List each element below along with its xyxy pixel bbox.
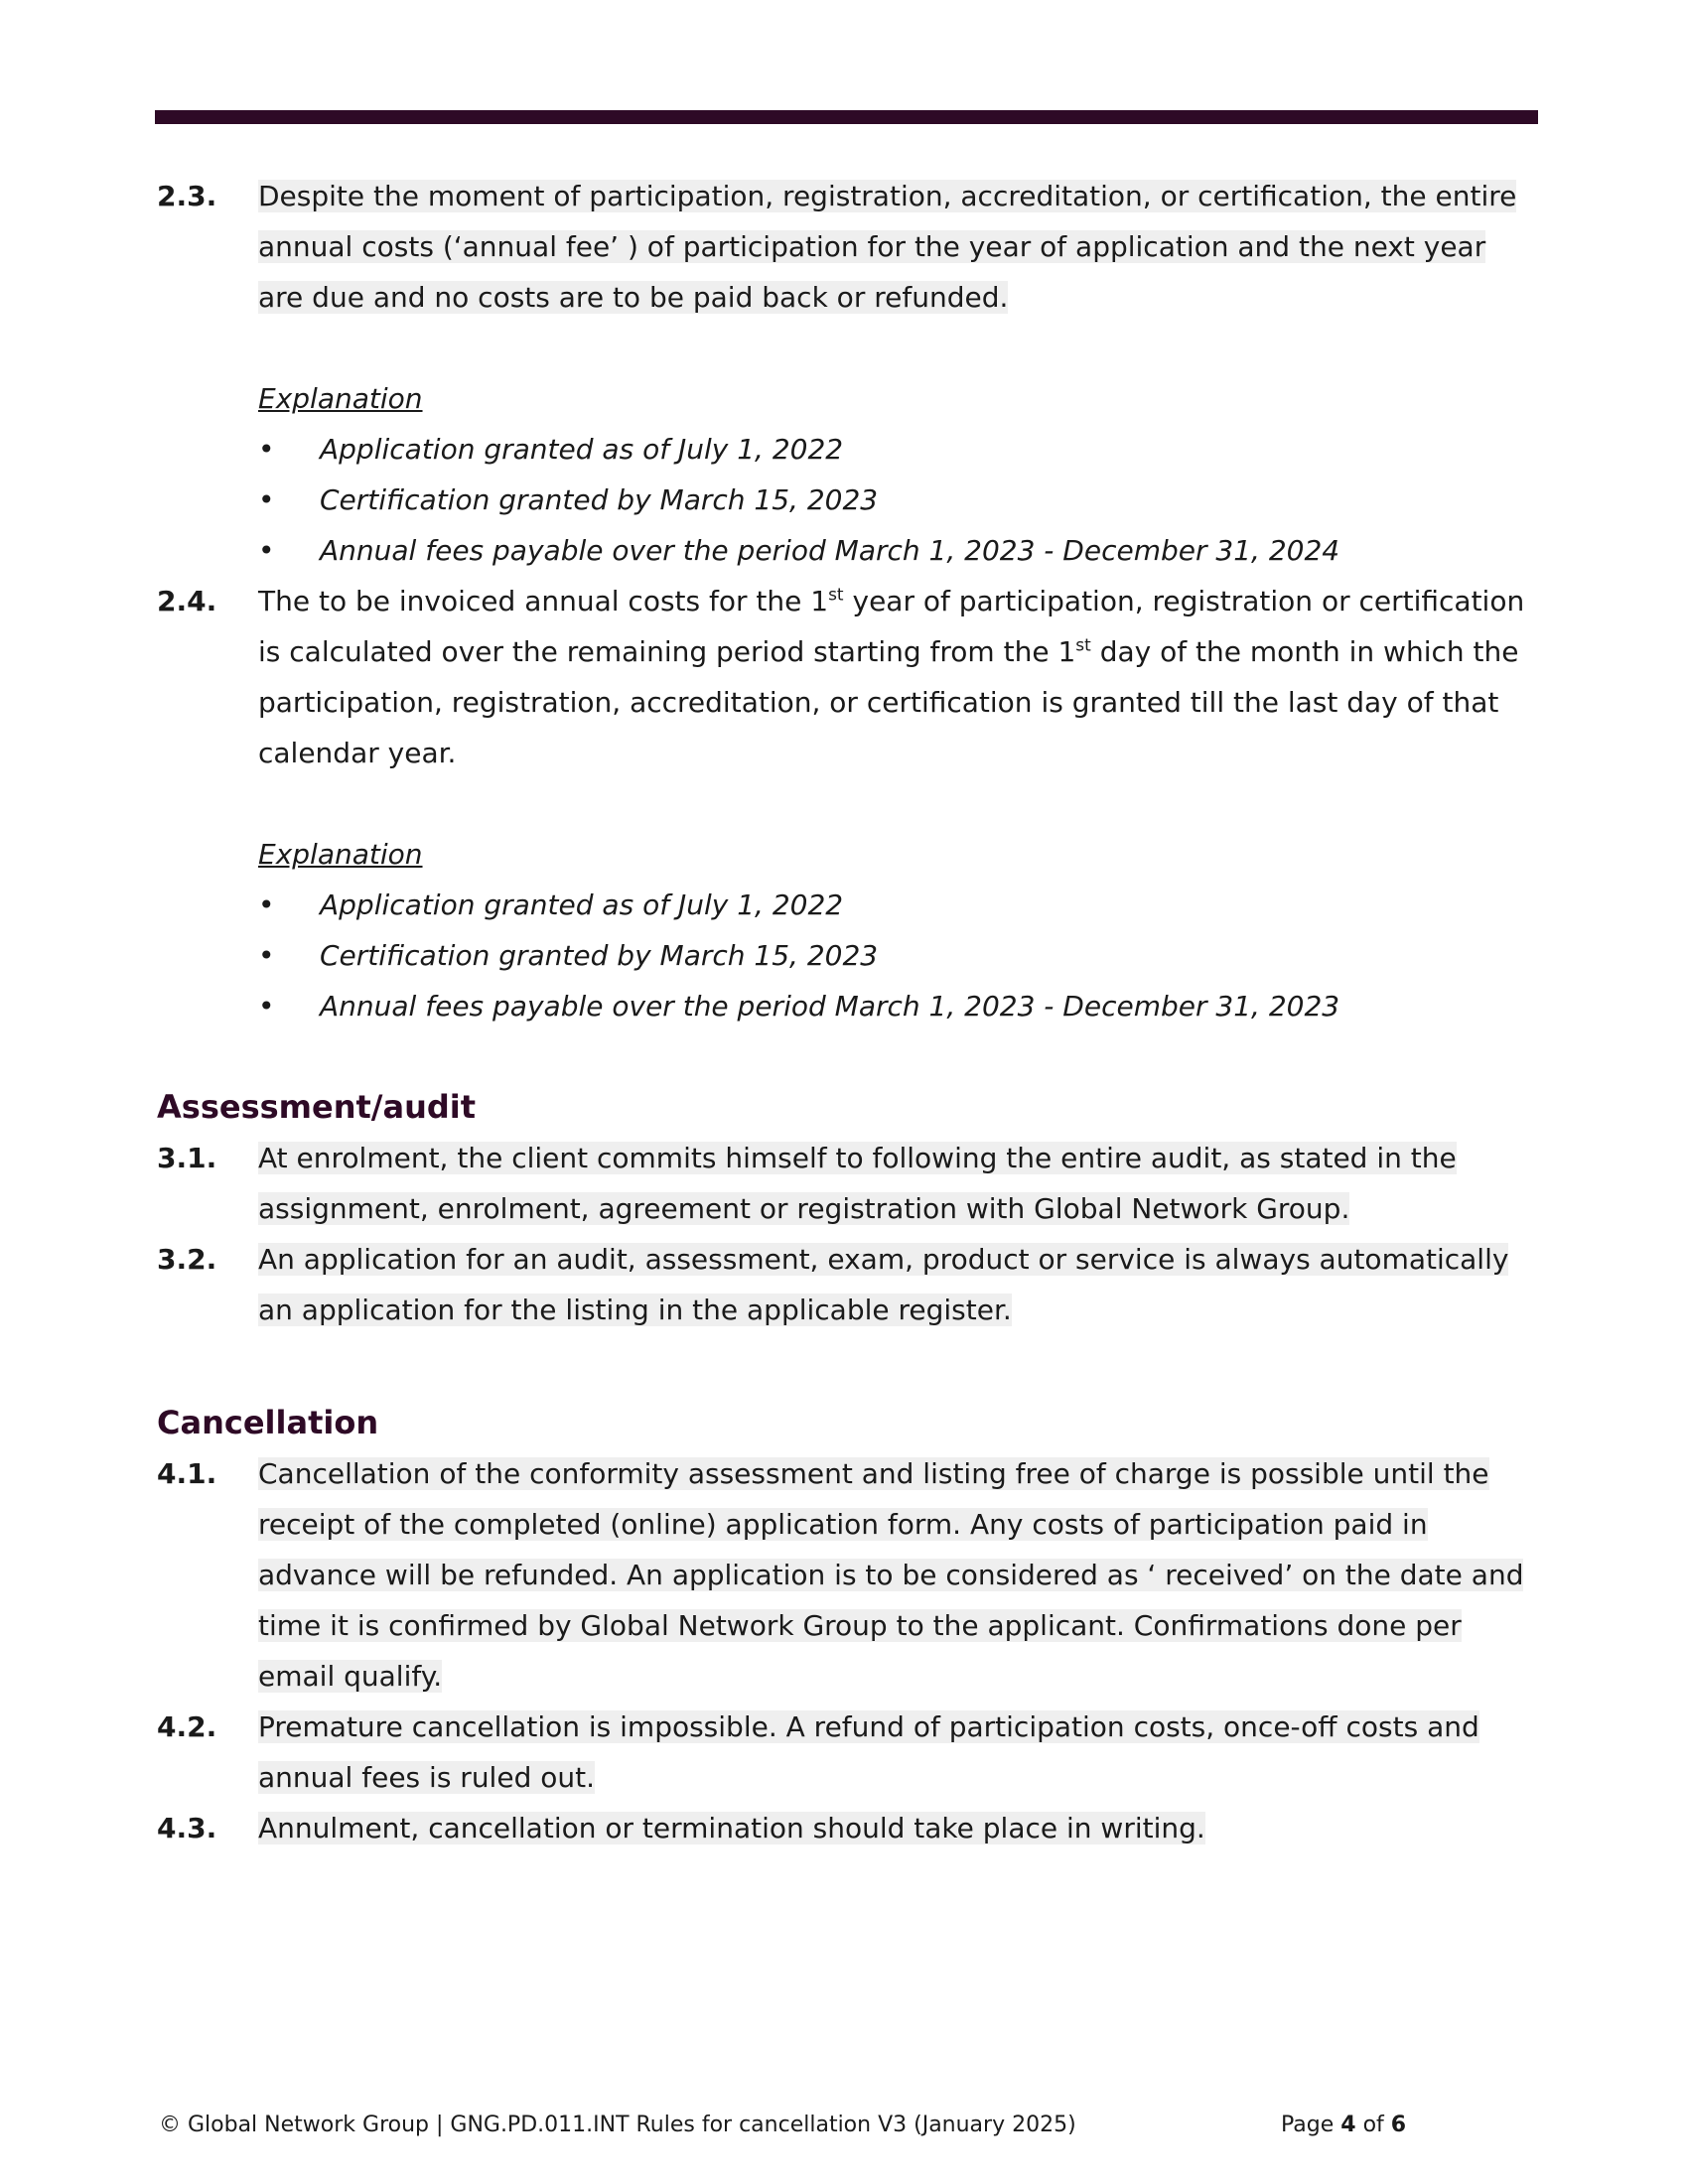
list-item-text: Annual fees payable over the period March 1, 2023 - December 31, 2024 bbox=[320, 534, 1340, 567]
explanation-label: Explanation bbox=[258, 838, 423, 871]
clause-3-2 bbox=[157, 1234, 1537, 1335]
clause-number: 3.1. bbox=[157, 1142, 217, 1174]
clause-text: Cancellation of the conformity assessment and listing free of charge is possible until the receipt of the completed (online) application form. Any costs of participation paid in advance will be refunded. An application is to be considered as ‘ received’ on the date and time it is confirmed by Global Network Group to the applicant. Confirmations done per email qualify. bbox=[258, 1457, 1524, 1693]
list-item bbox=[258, 525, 1537, 576]
explanation-list bbox=[258, 424, 1537, 576]
clause-text-container bbox=[258, 1133, 1537, 1234]
clause-2-4 bbox=[157, 576, 1537, 1031]
clause-4-1 bbox=[157, 1448, 1537, 1702]
page-of-label: of bbox=[1355, 2113, 1391, 2137]
clause-number: 4.1. bbox=[157, 1457, 217, 1490]
clause-4-3 bbox=[157, 1803, 1537, 1853]
explanation-list bbox=[258, 880, 1537, 1031]
explanation-label: Explanation bbox=[258, 382, 423, 415]
header-rule bbox=[155, 110, 1538, 124]
clause-text bbox=[258, 585, 1524, 769]
clause-number: 2.4. bbox=[157, 585, 217, 617]
bullet-icon: • bbox=[258, 534, 275, 567]
clause-2-3 bbox=[157, 171, 1537, 576]
clause-text-part: day of the month in which the participation, registration, accreditation, or certification is granted till the last day of that calendar year. bbox=[258, 635, 1519, 769]
bullet-icon: • bbox=[258, 483, 275, 516]
list-item-text: Application granted as of July 1, 2022 bbox=[320, 433, 844, 466]
clause-number: 3.2. bbox=[157, 1243, 217, 1276]
clause-text-container bbox=[258, 1803, 1537, 1853]
bullet-icon: • bbox=[258, 433, 275, 466]
page-current: 4 bbox=[1340, 2113, 1356, 2137]
clause-number: 2.3. bbox=[157, 180, 217, 212]
clause-text-part: year of participation, registration or certification is calculated over the remaining period starting from the 1 bbox=[258, 585, 1525, 668]
list-item bbox=[258, 424, 1537, 475]
ordinal-suffix: st bbox=[1075, 635, 1091, 656]
document-body bbox=[157, 171, 1537, 1853]
list-item bbox=[258, 981, 1537, 1031]
list-item bbox=[258, 475, 1537, 525]
clause-text-container bbox=[258, 1702, 1537, 1803]
list-item-text: Certification granted by March 15, 2023 bbox=[320, 483, 879, 516]
list-item-text: Application granted as of July 1, 2022 bbox=[320, 888, 844, 921]
clause-text-container bbox=[258, 1234, 1537, 1335]
bullet-icon: • bbox=[258, 990, 275, 1023]
clause-text: An application for an audit, assessment, exam, product or service is always automatically an application for the listing in the applicable register. bbox=[258, 1243, 1509, 1326]
section-heading-cancellation: Cancellation bbox=[157, 1404, 379, 1441]
clause-text: Premature cancellation is impossible. A refund of participation costs, once-off costs and annual fees is ruled out. bbox=[258, 1710, 1479, 1794]
clause-3-1 bbox=[157, 1133, 1537, 1234]
footer-copyright: © Global Network Group | GNG.PD.011.INT Rules for cancellation V3 (January 2025) bbox=[159, 2113, 1076, 2137]
clause-text-container bbox=[258, 576, 1537, 1031]
clause-number: 4.2. bbox=[157, 1710, 217, 1743]
clause-text: Annulment, cancellation or termination should take place in writing. bbox=[258, 1812, 1205, 1844]
page-footer bbox=[159, 2111, 1539, 2140]
clause-text: Despite the moment of participation, registration, accreditation, or certification, the entire annual costs (‘annual fee’ ) of participation for the year of application and the next year are due and no costs are to be paid back or refunded. bbox=[258, 180, 1517, 314]
page-total: 6 bbox=[1390, 2113, 1407, 2137]
list-item-text: Annual fees payable over the period March 1, 2023 - December 31, 2023 bbox=[320, 990, 1340, 1023]
clause-text-container bbox=[258, 171, 1537, 576]
clause-number: 4.3. bbox=[157, 1812, 217, 1844]
clause-4-2 bbox=[157, 1702, 1537, 1803]
page-number bbox=[1281, 2111, 1406, 2140]
clause-text-part: The to be invoiced annual costs for the 1 bbox=[258, 585, 829, 617]
clause-text: At enrolment, the client commits himself to following the entire audit, as stated in the assignment, enrolment, agreement or registration with Global Network Group. bbox=[258, 1142, 1457, 1225]
clause-text-container bbox=[258, 1448, 1537, 1702]
list-item bbox=[258, 880, 1537, 930]
bullet-icon: • bbox=[258, 888, 275, 921]
list-item-text: Certification granted by March 15, 2023 bbox=[320, 939, 879, 972]
bullet-icon: • bbox=[258, 939, 275, 972]
ordinal-suffix: st bbox=[828, 585, 844, 606]
page-label: Page bbox=[1281, 2113, 1341, 2137]
section-heading-assessment: Assessment/audit bbox=[157, 1088, 477, 1126]
list-item bbox=[258, 930, 1537, 981]
